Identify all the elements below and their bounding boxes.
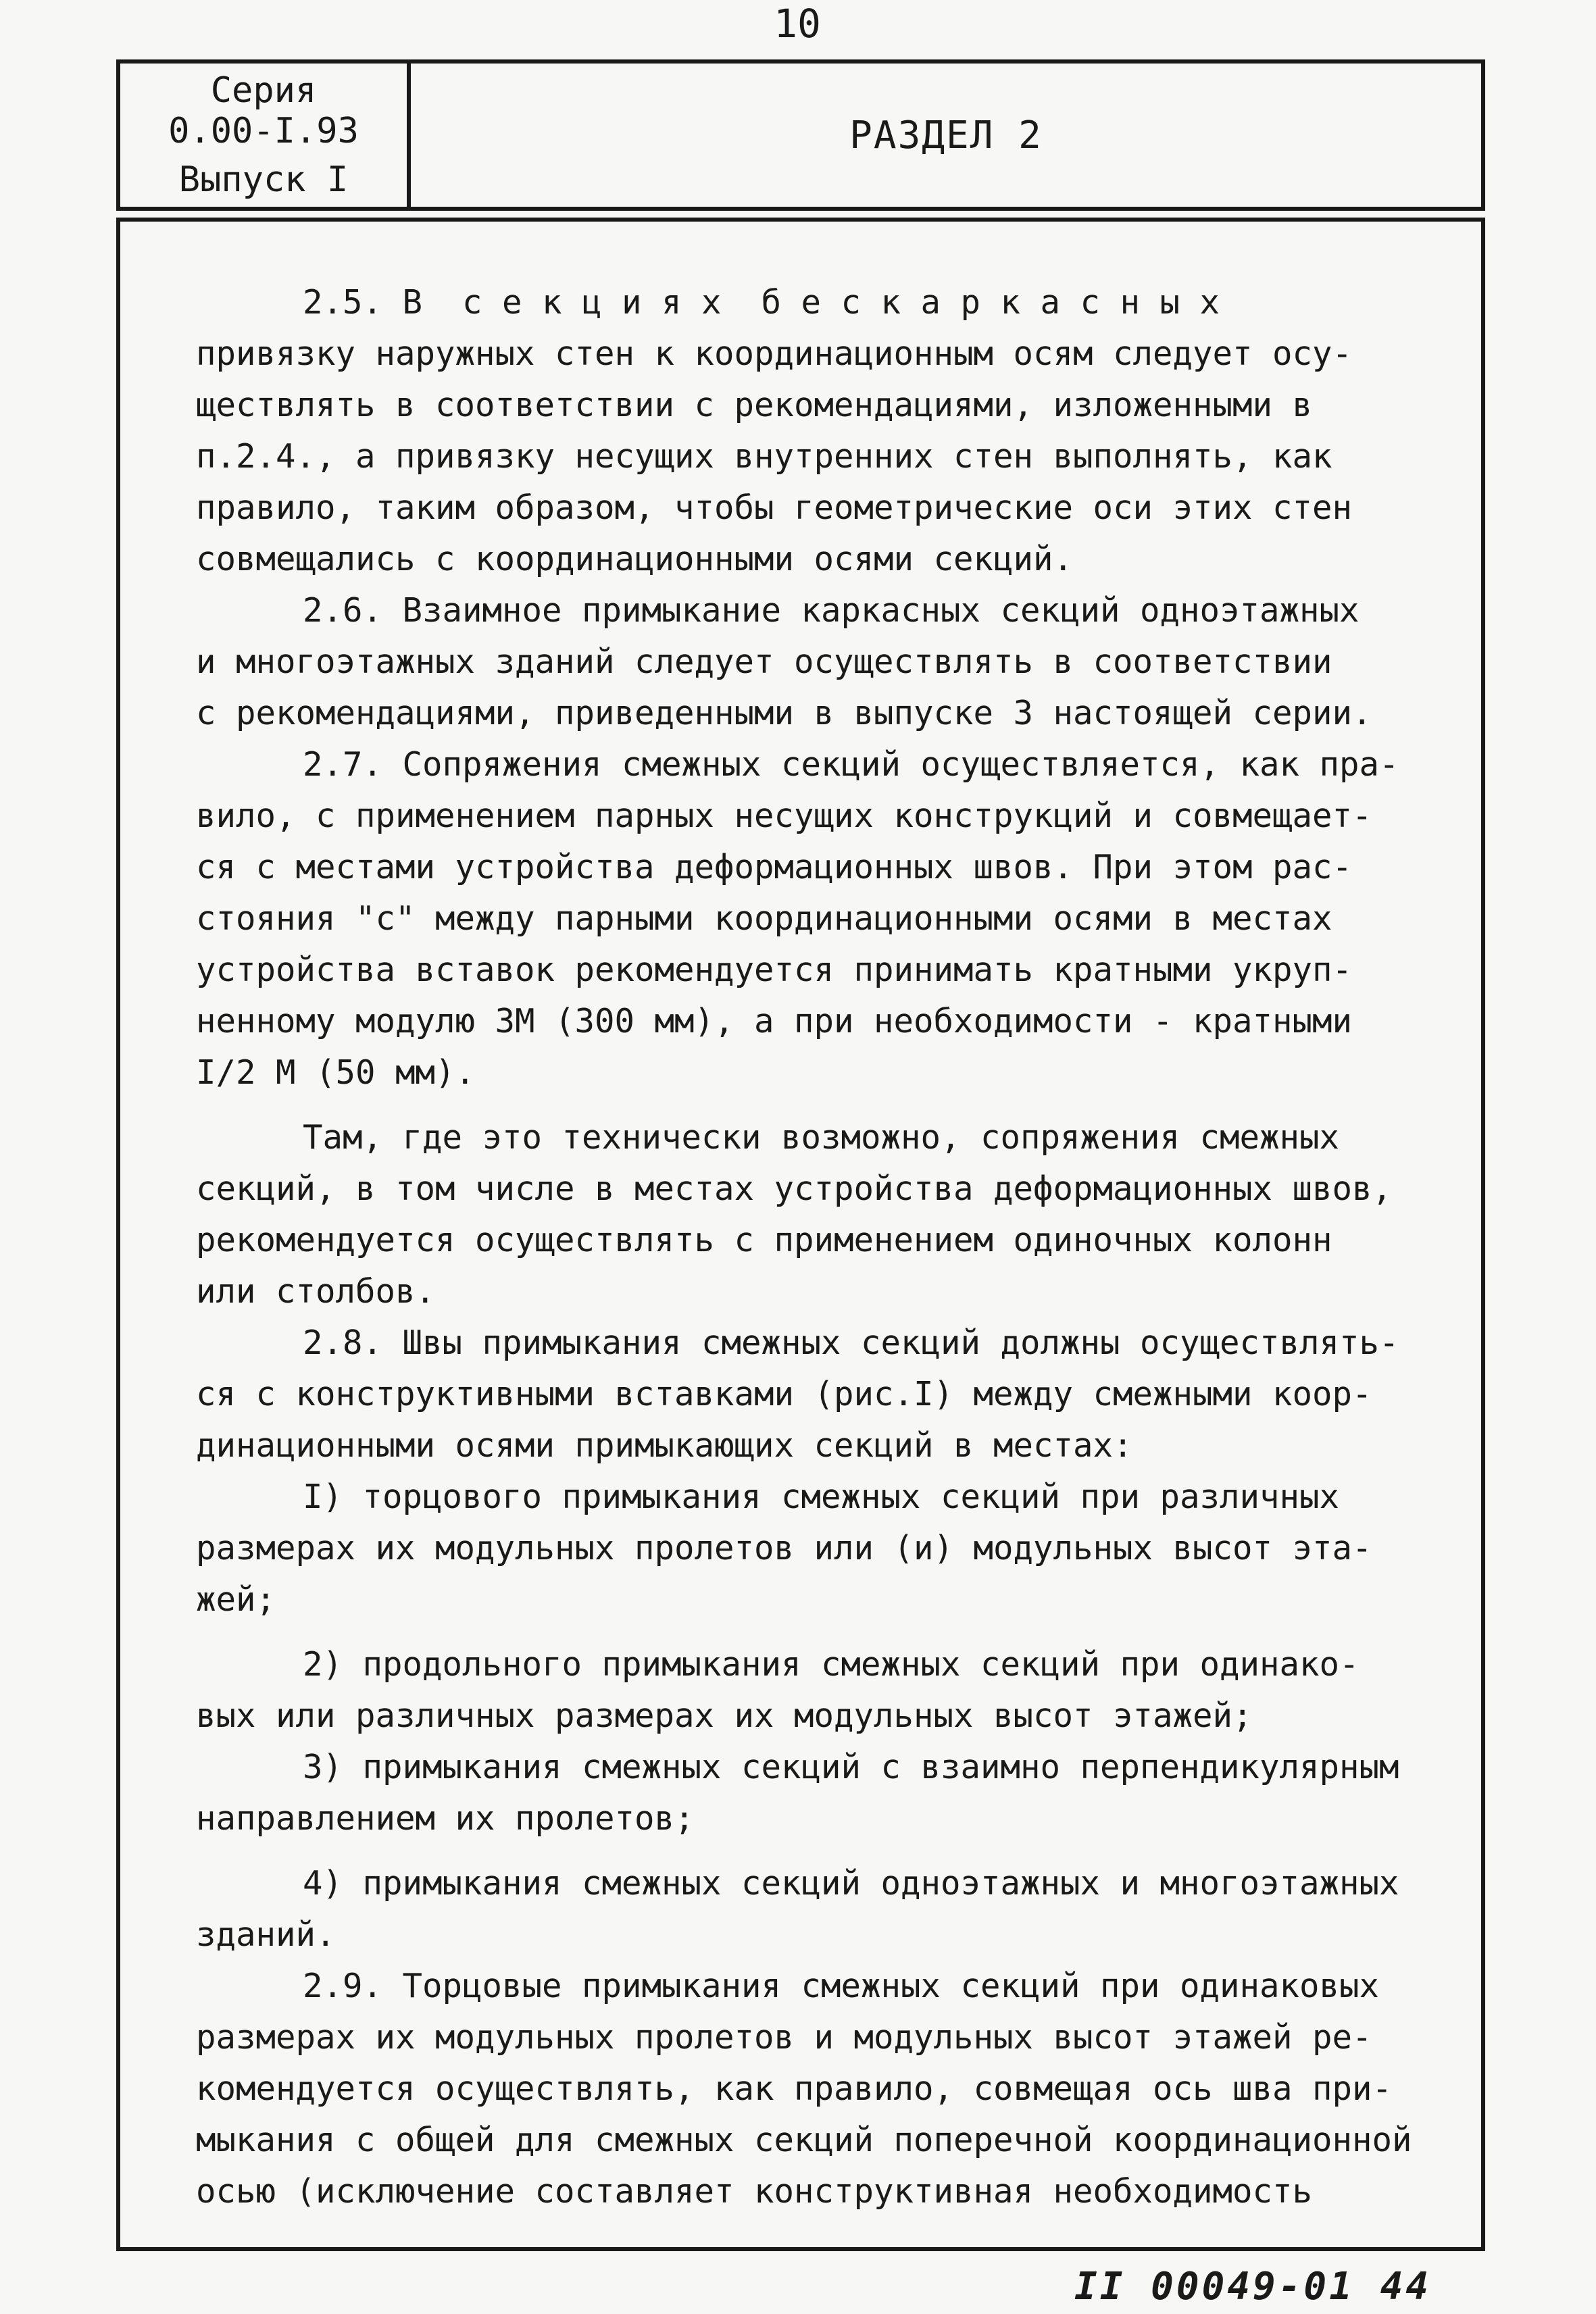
text-line: ся с конструктивными вставками (рис.I) между смежными коор-: [196, 1375, 1372, 1413]
text-line: рекомендуется осуществлять с применением одиночных колонн: [196, 1221, 1332, 1259]
text-line: размерах их модульных пролетов или (и) модульных высот эта-: [196, 1529, 1372, 1567]
section-title: РАЗДЕЛ 2: [849, 113, 1043, 157]
text-line: вых или различных размерах их модульных высот этажей;: [196, 1696, 1253, 1735]
text-line: 2.6. Взаимное примыкание каркасных секций одноэтажных: [303, 591, 1360, 630]
text-line: п.2.4., а привязку несущих внутренних стен выполнять, как: [196, 437, 1332, 476]
text-line: 2) продольного примыкания смежных секций при одинако-: [303, 1645, 1360, 1684]
text-line: 2.5. В с е к ц и я х б е с к а р к а с н ы х: [303, 283, 1220, 322]
text-line: 3) примыкания смежных секций с взаимно перпендикулярным: [303, 1748, 1399, 1786]
text-line: 2.9. Торцовые примыкания смежных секций при одинаковых: [303, 1967, 1380, 2005]
text-line: 4) примыкания смежных секций одноэтажных и многоэтажных: [303, 1864, 1399, 1903]
issue-label: Выпуск I: [178, 159, 349, 200]
document-code: II 00049-01 44: [1074, 2265, 1432, 2309]
text-line: устройства вставок рекомендуется принимать кратными укруп-: [196, 951, 1353, 989]
text-line: с рекомендациями, приведенными в выпуске 3 настоящей серии.: [196, 694, 1372, 732]
text-line: I) торцового примыкания смежных секций при различных: [303, 1478, 1340, 1516]
text-line: направлением их пролетов;: [196, 1799, 695, 1838]
text-line: комендуется осуществлять, как правило, совмещая ось шва при-: [196, 2069, 1393, 2108]
text-line: 2.8. Швы примыкания смежных секций должны осуществлять-: [303, 1324, 1399, 1362]
text-line: правило, таким образом, чтобы геометрические оси этих стен: [196, 488, 1353, 527]
text-line: зданий.: [196, 1915, 336, 1954]
text-line: мыкания с общей для смежных секций поперечной координационной: [196, 2121, 1412, 2159]
text-line: осью (исключение составляет конструктивная необходимость: [196, 2172, 1313, 2211]
text-line: вило, с применением парных несущих конструкций и совмещает-: [196, 797, 1372, 835]
page-number: 10: [774, 1, 821, 47]
text-line: Там, где это технически возможно, сопряжения смежных: [303, 1118, 1340, 1157]
text-line: или столбов.: [196, 1272, 436, 1311]
text-line: ся с местами устройства деформационных швов. При этом рас-: [196, 848, 1353, 886]
series-code: 0.00-I.93: [168, 111, 359, 151]
text-line: ненному модулю 3М (300 мм), а при необходимости - кратными: [196, 1002, 1353, 1040]
text-line: секций, в том числе в местах устройства деформационных швов,: [196, 1169, 1393, 1208]
text-line: привязку наружных стен к координационным осям следует осу-: [196, 334, 1353, 373]
title-block: [116, 59, 1485, 211]
series-label: Серия: [210, 70, 317, 111]
text-line: стояния "с" между парными координационными осями в местах: [196, 899, 1332, 938]
series-cell: [120, 64, 411, 207]
section-cell: [411, 64, 1481, 207]
text-line: ществлять в соответствии с рекомендациями, изложенными в: [196, 386, 1313, 424]
text-line: и многоэтажных зданий следует осуществлять в соответствии: [196, 643, 1332, 681]
text-line: жей;: [196, 1580, 276, 1619]
body-text: [196, 277, 1473, 2217]
text-line: совмещались с координационными осями секций.: [196, 540, 1074, 578]
text-line: 2.7. Сопряжения смежных секций осуществляется, как пра-: [303, 745, 1399, 784]
text-line: I/2 М (50 мм).: [196, 1053, 476, 1092]
text-line: размерах их модульных пролетов и модульных высот этажей ре-: [196, 2018, 1372, 2057]
text-line: динационными осями примыкающих секций в местах:: [196, 1426, 1133, 1465]
